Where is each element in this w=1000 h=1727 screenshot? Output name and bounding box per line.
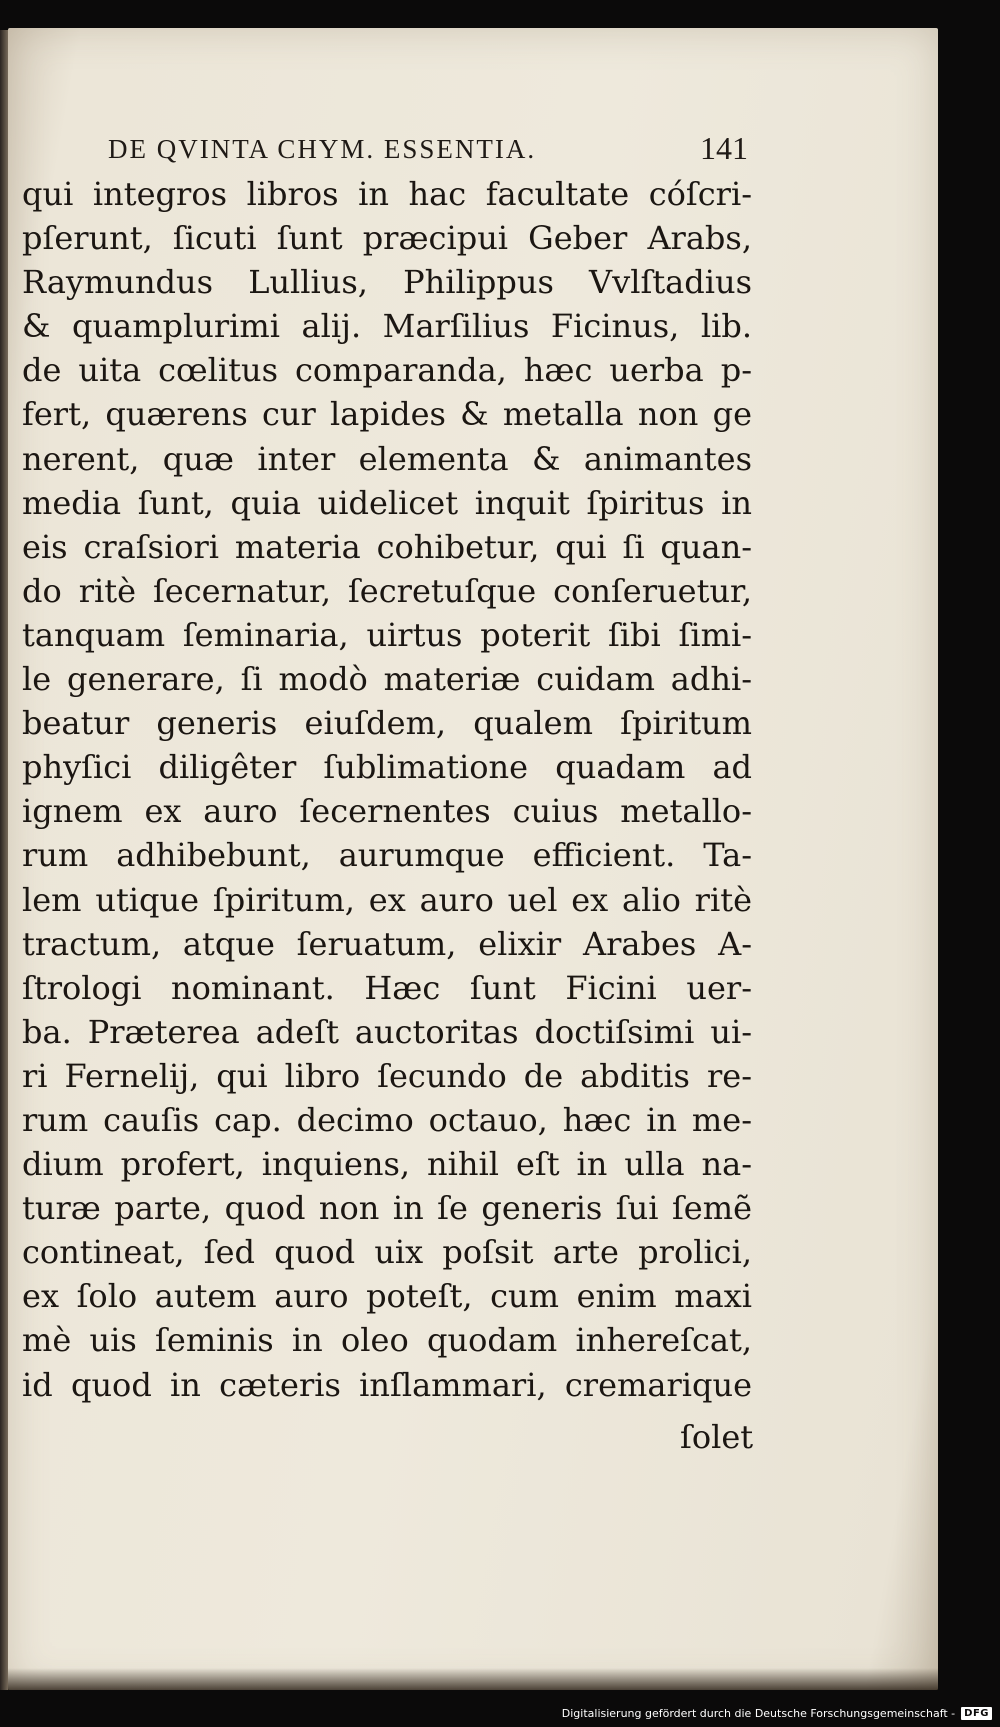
text-line: id quod in cæteris inſlammari, cremarique xyxy=(22,1365,752,1404)
text-line: phyſici diligêter ſublimatione quadam ad xyxy=(22,748,752,787)
text-line: qui integros libros in hac facultate cóſcri- xyxy=(22,175,752,213)
text-line: do ritè ſecernatur, ſecretuſque conſeruetur, xyxy=(22,571,752,610)
text-line: media ſunt, quia uidelicet inquit ſpiritus in xyxy=(22,483,752,522)
text-line: & quamplurimi alij. Marſilius Ficinus, lib. xyxy=(22,307,752,346)
funding-banner xyxy=(562,1703,992,1723)
text-line: mè uis ſeminis in oleo quodam inhereſcat, xyxy=(22,1321,752,1360)
text-line: fert, quærens cur lapides & metalla non ge xyxy=(22,395,752,434)
text-line: rum adhibebunt, aurumque efficient. Ta- xyxy=(22,836,752,875)
running-head xyxy=(108,130,748,174)
text-line: ex ſolo autem auro poteſt, cum enim maxi xyxy=(22,1277,752,1316)
text-line: tractum, atque ſeruatum, elixir Arabes A- xyxy=(22,924,752,963)
page-number: 141 xyxy=(700,130,748,166)
text-line: eis craſsiori materia cohibetur, qui ſi quan- xyxy=(22,527,752,566)
text-line: pſerunt, ſicuti ſunt præcipui Geber Arabs, xyxy=(22,219,752,258)
body-text xyxy=(22,172,752,1407)
text-line: turæ parte, quod non in ſe generis ſui ſemẽ xyxy=(22,1189,752,1228)
text-line: Raymundus Lullius, Philippus Vvlſtadius xyxy=(22,263,752,302)
text-line: de uita cœlitus comparanda, hæc uerba p- xyxy=(22,351,752,390)
text-line: ba. Præterea adeſt auctoritas doctiſsimi ui- xyxy=(22,1012,752,1051)
text-line: rum cauſis cap. decimo octauo, hæc in me- xyxy=(22,1100,752,1139)
running-head-title: DE QVINTA CHYM. ESSENTIA. xyxy=(108,134,537,164)
dfg-logo-icon: DFG xyxy=(961,1707,992,1720)
text-line: ri Fernelij, qui libro ſecundo de abditis re- xyxy=(22,1056,752,1095)
page-bottom-shadow xyxy=(8,1668,938,1690)
text-line: nerent, quæ inter elementa & animantes xyxy=(22,439,752,478)
funding-text: Digitalisierung gefördert durch die Deutsche Forschungsgemeinschaft - xyxy=(561,1706,956,1720)
text-line: tanquam ſeminaria, uirtus poterit ſibi ſimi- xyxy=(22,615,752,654)
text-line: dium profert, inquiens, nihil eſt in ulla na- xyxy=(22,1145,752,1184)
text-line: le generare, ſi modò materiæ cuidam adhi- xyxy=(22,660,752,699)
text-line: contineat, ſed quod uix poſsit arte prolici, xyxy=(22,1233,752,1272)
text-line: ſtrologi nominant. Hæc ſunt Ficini uer- xyxy=(22,968,752,1007)
catchword: ſolet xyxy=(680,1418,754,1456)
text-line: beatur generis eiuſdem, qualem ſpiritum xyxy=(22,704,752,743)
text-line: lem utique ſpiritum, ex auro uel ex alio ritè xyxy=(22,880,752,919)
text-line: ignem ex auro ſecernentes cuius metallo- xyxy=(22,792,752,831)
